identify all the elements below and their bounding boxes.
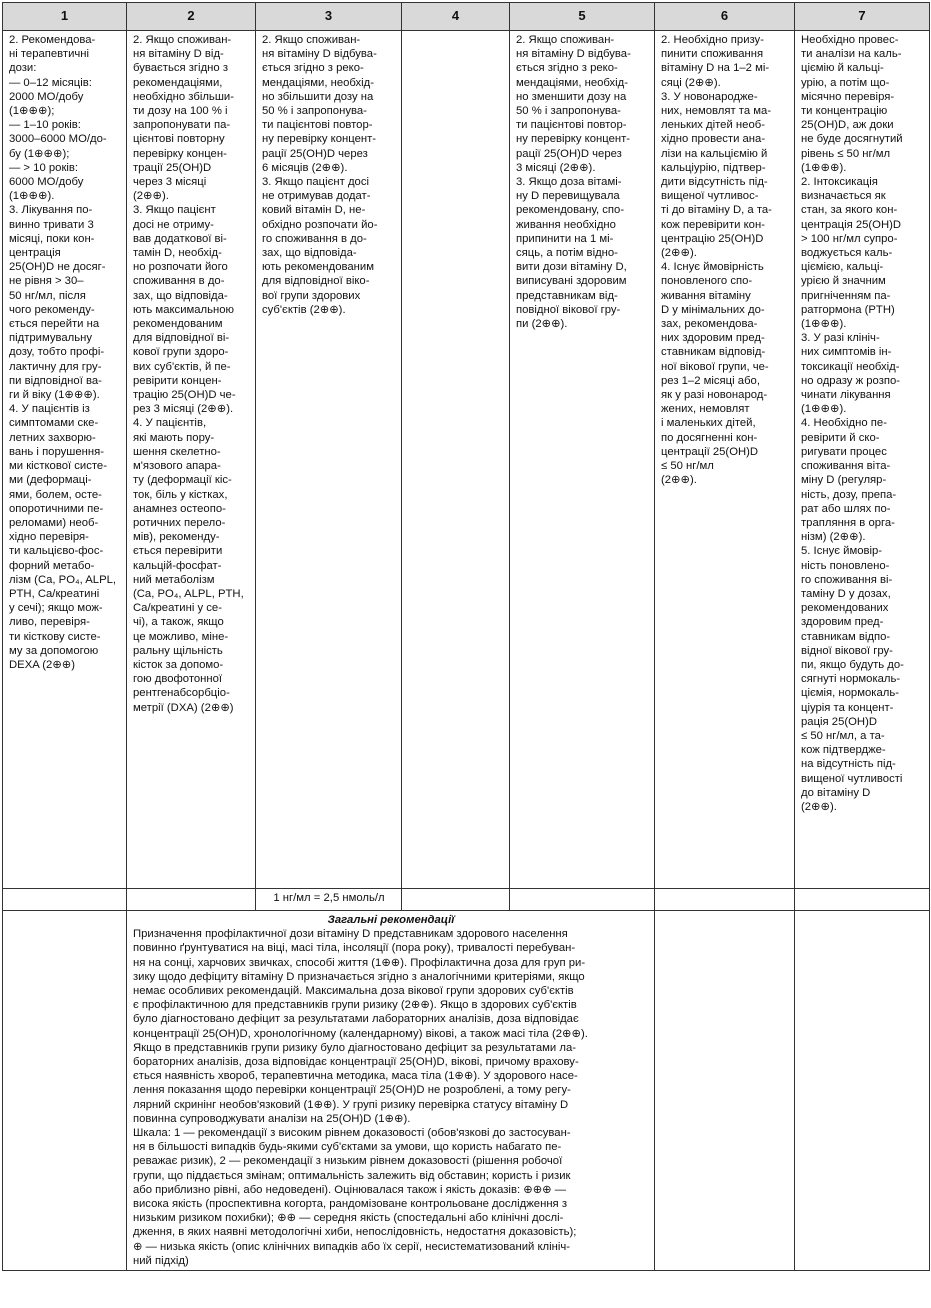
column-header-2: 2 — [127, 3, 256, 31]
cell-text: 2. Якщо споживан- ня вітаміну D від- бувається згідно з рекомендаціями, необхідно збільши- ти дозу на 100 % і запропонувати па- цієнтові повторну перевірку концен- трації 25(OH)D через 3 місяці (2⊕⊕). 3. Якщо пацієнт досі не отриму- вав додаткової ві- тамін D, необхід- но розпочати його споживання в до- зах, що відповіда- ють максимальною рекомендованим для відповідної ві- кової групи здоро- вих суб'єктів, й пе- ревірити концен- трацію 25(OH)D че- рез 3 місяці (2⊕⊕). 4. У пацієнтів, які мають пору- шення скелетно- м'язового апара- ту (деформації кіс- ток, біль у кістках, анамнез остеопо- ротичних перело- мів), рекоменду- ється перевірити кальцій-фосфат- ний метаболізм (Ca, PO₄, ALPL, PTH, Ca/креатині у се- чі), а також, якщо це можливо, міне- ральну щільність кісток за допомо- гою двофотонної рентгенабсорбціо- метрії (DXA) (2⊕⊕) — [133, 34, 244, 714]
unit-note: 1 нг/мл = 2,5 нмоль/л — [256, 889, 402, 911]
table-cell-2 — [127, 31, 256, 889]
table-cell-7 — [795, 31, 930, 889]
column-header-1: 1 — [3, 3, 127, 31]
column-header-6: 6 — [655, 3, 795, 31]
unit-note-row — [3, 889, 930, 911]
table-cell-1 — [3, 31, 127, 889]
table-row — [3, 31, 930, 889]
cell-text: 2. Якщо споживан- ня вітаміну D відбува- ється згідно з реко- мендаціями, необхід- но збільшити дозу на 50 % і запропонува- ти пацієнтові повтор- ну перевірку концент- рації 25(OH)D через 6 місяців (2⊕⊕). 3. Якщо пацієнт досі не отримував додат- ковий вітамін D, не- обхідно розпочати йо- го споживання в до- зах, що відповіда- ють рекомендованим для відповідної віко- вої групи здорових суб'єктів (2⊕⊕). — [262, 34, 378, 316]
header-row — [3, 3, 930, 31]
general-recommendations — [127, 911, 655, 1271]
general-body: Призначення профілактичної дози вітаміну D представникам здорового населення повинно ґрунтуватися на віці, масі тіла, інсоляції (пора року), тривалості перебуван- ня на сонці, харчових звичках, способі життя (1⊕⊕). Профілактична доза для груп ри- зику щодо дефіциту вітаміну D призначається згідно з аналогічними критеріями, якщо немає особливих рекомендацій. Максимальна доза вікової групи здорових суб'єктів є профілактичною для представників групи ризику (2⊕⊕). Якщо в здорових суб'єктів було діагностовано дефіцит за результатами лабораторних аналізів, доза відповідає концентрації 25(OH)D, хронологічному (календарному) віковi, а також масі тіла (2⊕⊕). Якщо в представників групи ризику було діагностовано дефіцит за результатами ла- бораторних аналізів, доза відповідає концентрації 25(OH)D, вікові, причому врахову- ється наявність хвороб, терапевтична методика, маса тіла (1⊕⊕). У здорового насе- лення показання щодо перевірки концентрації 25(OH)D не розроблені, а тому регу- лярний скринінг необов'язковий (1⊕⊕). У групі ризику перевірка статусу вітаміну D повинна супроводжувати аналізи на 25(OH)D (1⊕⊕). Шкала: 1 — рекомендації з високим рівнем доказовості (обов'язкові до застосуван- ня в більшості випадків будь-якими суб'єктами за умови, що користь набагато пе- реважає ризик), 2 — рекомендації з низьким рівнем доказовості (рішення робочої групи, що піддається змінам; оптимальність залежить від обставин; користь і ризик або приблизно рівні, або недоведені). Оцінювалася також і якість доказів: ⊕⊕⊕ — висока якість (проспективна когорта, рандомізоване контрольоване дослідження з низьким ризиком похибки); ⊕⊕ — середня якість (спостедальні або клінічні дослі- дження, в яких наявні методологічні хиби, непослідовність, недостатня доказовість); ⊕ — низька якість (опис клінічних випадків або їх серії, несистематизований клініч- ний підхід) — [133, 928, 588, 1267]
general-title: Загальні рекомендації — [327, 914, 455, 926]
cell-text: Необхідно провес- ти аналізи на каль- ціємію й кальці- урію, а потім що- місячно перевіря- ти концентрацію 25(OH)D, аж доки не буде досягнутий рівень ≤ 50 нг/мл (1⊕⊕⊕). 2. Інтоксикація визначається як стан, за якого кон- центрація 25(OH)D > 100 нг/мл супро- воджується каль- ціємією, кальці- урією й значним пригніченням па- ратгормона (PTH) (1⊕⊕⊕). 3. У разі клініч- них симптомів ін- токсикації необхід- но одразу ж розпо- чинати лікування (1⊕⊕⊕). 4. Необхідно пе- ревірити й ско- ригувати процес споживання віта- міну D (регуляр- ність, дозу, препа- рат або шлях по- трапляння в орга- нізм) (2⊕⊕). 5. Існує ймовір- ність поновлено- го споживання ві- таміну D у дозах, рекомендованих здоровим пред- ставникам відпо- відної вікової гру- пи, якщо будуть до- сягнуті нормокаль- ціємія, нормокаль- ціурія та концент- рація 25(OH)D ≤ 50 нг/мл, а та- кож підтвердже- на відсутність під- вищеної чутливості до вітаміну D (2⊕⊕). — [801, 34, 904, 813]
table-cell-4 — [402, 31, 510, 889]
table-cell-5 — [510, 31, 655, 889]
column-header-5: 5 — [510, 3, 655, 31]
cell-text: 2. Необхідно призу- пинити споживання вітаміну D на 1–2 мі- сяці (2⊕⊕). 3. У новонародже- них, немовлят та ма- леньких дітей необ- хідно провести ана- лізи на кальціємію й кальціурію, підтвер- дити відсутність під- вищеної чутливос- ті до вітаміну D, а та- кож перевірити кон- центрацію 25(OH)D (2⊕⊕). 4. Існує ймовірність поновленого спо- живання вітаміну D у мінімальних до- зах, рекомендова- них здоровим пред- ставникам відповід- ної вікової групи, че- рез 1–2 місяці або, як у разі новонарод- жених, немовлят і маленьких дітей, по досягненні кон- центрації 25(OH)D ≤ 50 нг/мл (2⊕⊕). — [661, 34, 772, 487]
column-header-4: 4 — [402, 3, 510, 31]
general-recommendations-row — [3, 911, 930, 1271]
cell-text: 2. Рекомендова- ні терапевтичні дози: — 0–12 місяців: 2000 МО/добу (1⊕⊕⊕); — 1–10 років: 3000–6000 МО/до- бу (1⊕⊕⊕); — > 10 років: 6000 МО/добу (1⊕⊕⊕). 3. Лікування по- винно тривати 3 місяці, поки кон- центрація 25(OH)D не досяг- не рівня > 30– 50 нг/мл, після чого рекоменду- ється перейти на підтримувальну дозу, тобто профі- лактичну для гру- пи відповідної ва- ги й віку (1⊕⊕⊕). 4. У пацієнтів із симптомами ске- летних захворю- вань і порушення- ми кісткової систе- ми (деформаці- ями, болем, осте- опоротичними пе- реломами) необ- хідно перевіря- ти кальцієво-фос- форний метабо- лізм (Ca, PO₄, ALPL, PTH, Ca/креатині у сечі); якщо мож- ливо, перевіря- ти кісткову систе- му за допомогою DEXA (2⊕⊕) — [9, 34, 117, 671]
table-cell-3 — [256, 31, 402, 889]
cell-text: 2. Якщо споживан- ня вітаміну D відбува- ється згідно з реко- мендаціями, необхід- но зменшити дозу на 50 % і запропонува- ти пацієнтові повтор- ну перевірку концент- рації 25(OH)D через 3 місяці (2⊕⊕). 3. Якщо доза вітамі- ну D перевищувала рекомендовану, спо- живання необхідно припинити на 1 мі- сяць, а потім відно- вити дози вітаміну D, виписувані здоровим представникам від- повідної вікової гру- пи (2⊕⊕). — [516, 34, 631, 331]
column-header-7: 7 — [795, 3, 930, 31]
recommendations-table — [2, 2, 930, 1271]
table-cell-6 — [655, 31, 795, 889]
column-header-3: 3 — [256, 3, 402, 31]
